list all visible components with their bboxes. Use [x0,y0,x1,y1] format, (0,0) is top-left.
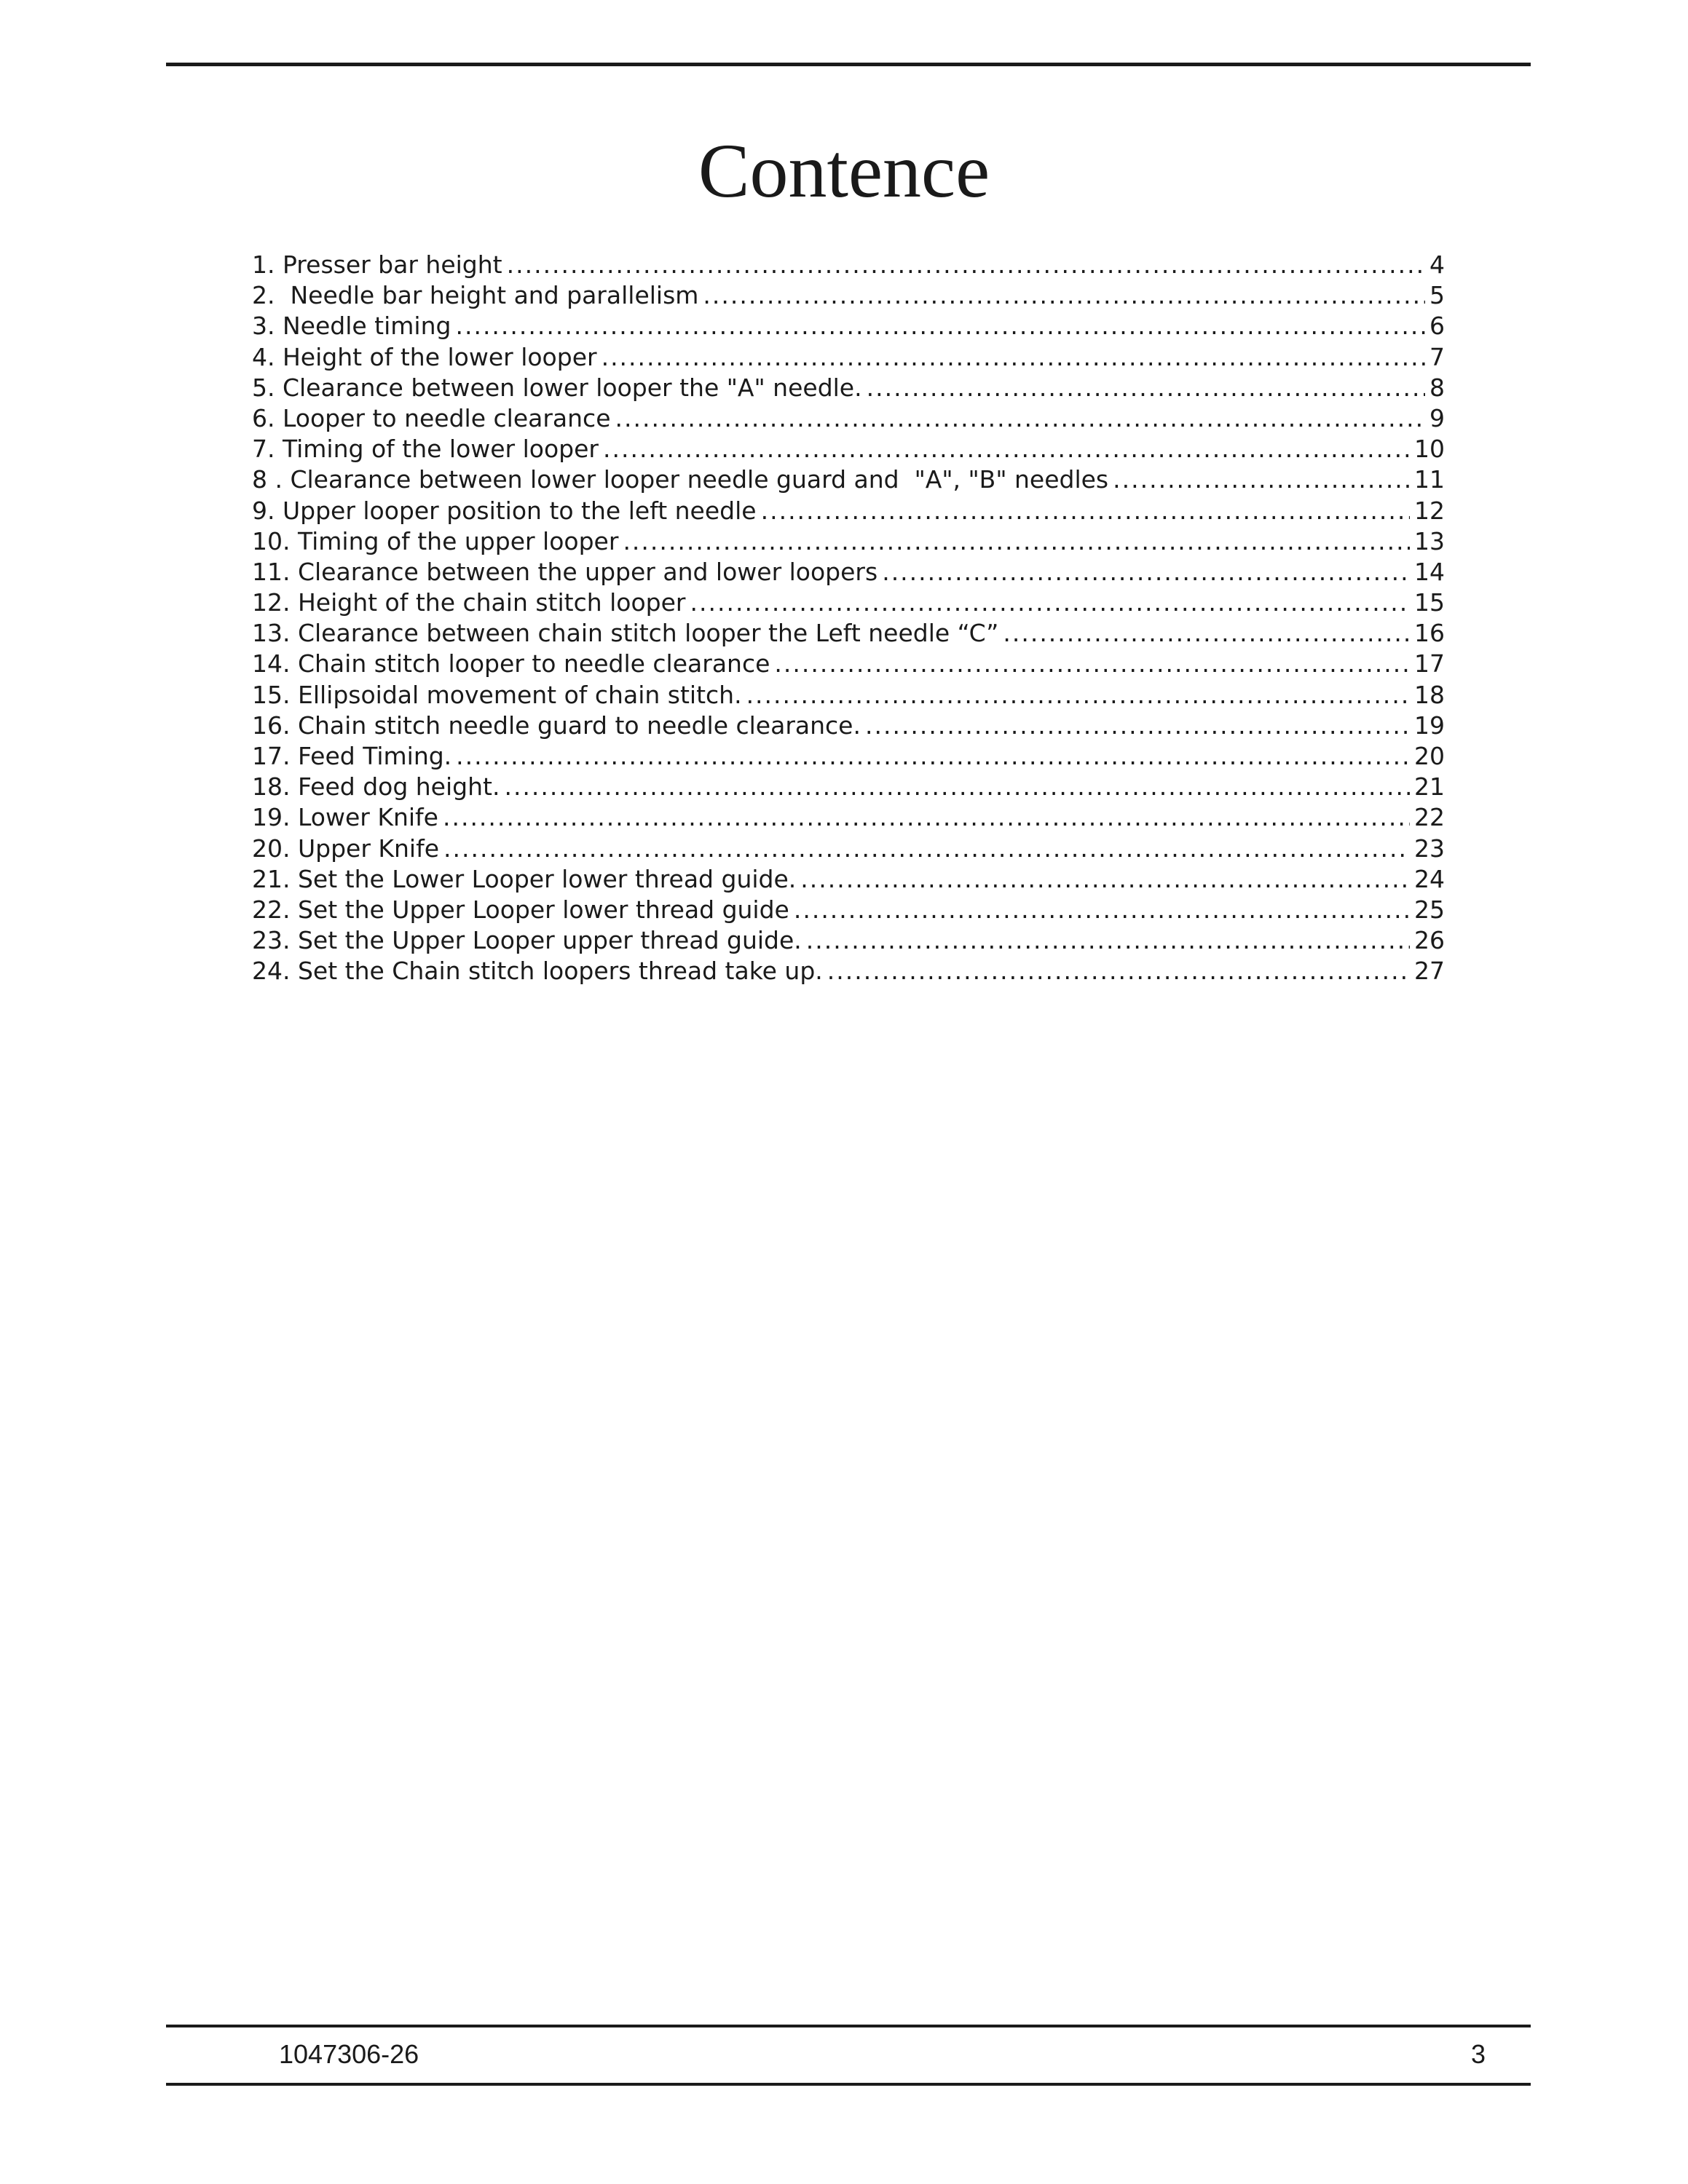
toc-entry-title: 3. Needle timing [252,312,451,341]
toc-entry[interactable] [252,526,1445,557]
toc-entry-title: 4. Height of the lower looper [252,342,597,371]
toc-entry-title: 17. Feed Timing. [252,742,452,770]
toc-entry-page: 27 [1414,957,1445,986]
toc-entry-title: 7. Timing of the lower looper [252,435,599,464]
toc-entry-title: 16. Chain stitch needle guard to needle clearance. [252,711,861,740]
toc-entry-page: 15 [1414,588,1445,617]
toc-dot-leader [806,925,1410,956]
toc-entry[interactable] [252,280,1445,311]
toc-entry-title: 12. Height of the chain stitch looper [252,588,686,617]
toc-entry-page: 25 [1414,895,1445,924]
toc-entry[interactable] [252,925,1445,956]
toc-entry-page: 6 [1429,312,1445,341]
toc-entry-title: 9. Upper looper position to the left needle [252,496,757,525]
toc-entry[interactable] [252,680,1445,711]
toc-dot-leader [1113,464,1410,495]
toc-entry-page: 11 [1414,465,1445,494]
toc-entry-title: 8 . Clearance between lower looper needle guard and "A", "B" needles [252,465,1109,494]
toc-entry-title: 18. Feed dog height. [252,772,500,802]
toc-entry[interactable] [252,649,1445,679]
toc-entry[interactable] [252,464,1445,495]
toc-dot-leader [703,280,1425,311]
toc-entry[interactable] [252,895,1445,925]
toc-entry-page: 26 [1414,926,1445,955]
toc-entry[interactable] [252,741,1445,772]
toc-entry[interactable] [252,403,1445,434]
toc-entry[interactable] [252,956,1445,986]
toc-entry[interactable] [252,434,1445,464]
toc-entry-page: 20 [1414,742,1445,770]
toc-entry[interactable] [252,311,1445,341]
toc-entry-page: 17 [1414,649,1445,678]
toc-entry-title: 10. Timing of the upper looper [252,526,619,555]
toc-dot-leader [761,496,1410,526]
toc-entry-page: 5 [1429,281,1445,310]
toc-entry-title: 6. Looper to needle clearance [252,403,611,432]
page-title: Contence [698,128,990,213]
toc-entry-page: 23 [1414,834,1445,863]
toc-dot-leader [603,434,1410,464]
toc-entry-title: 2. Needle bar height and parallelism [252,281,699,310]
toc-entry-page: 16 [1414,619,1445,648]
toc-entry-title: 22. Set the Upper Looper lower thread guide [252,895,789,924]
toc-dot-leader [456,741,1410,772]
toc-dot-leader [615,403,1425,434]
toc-entry[interactable] [252,864,1445,895]
page-number: 3 [1470,2039,1486,2069]
toc-entry-title: 20. Upper Knife [252,834,440,863]
toc-entry-page: 4 [1429,250,1445,279]
toc-entry[interactable] [252,373,1445,403]
table-of-contents [252,250,1445,987]
toc-entry-title: 23. Set the Upper Looper upper thread guide. [252,926,802,955]
toc-entry-page: 7 [1429,342,1445,371]
footer-rule-top [166,2025,1531,2027]
toc-dot-leader [690,587,1411,618]
toc-dot-leader [746,680,1410,711]
toc-entry-title: 13. Clearance between chain stitch looper the Left needle “C” [252,619,999,648]
toc-dot-leader [623,526,1410,557]
toc-dot-leader [602,342,1425,373]
toc-entry[interactable] [252,342,1445,373]
toc-dot-leader [865,711,1410,741]
toc-entry-page: 10 [1414,435,1445,464]
toc-entry-page: 19 [1414,711,1445,740]
toc-dot-leader [867,373,1425,403]
header-rule [166,63,1531,66]
toc-entry[interactable] [252,250,1445,280]
toc-dot-leader [800,864,1410,895]
toc-entry-page: 8 [1429,373,1445,402]
toc-entry[interactable] [252,557,1445,587]
toc-dot-leader [774,649,1410,679]
toc-entry-title: 15. Ellipsoidal movement of chain stitch. [252,680,742,709]
toc-dot-leader [443,834,1410,864]
toc-entry-page: 14 [1414,557,1445,586]
toc-dot-leader [504,772,1410,802]
toc-entry-title: 19. Lower Knife [252,803,438,832]
toc-entry-title: 24. Set the Chain stitch loopers thread take up. [252,957,823,986]
toc-dot-leader [882,557,1410,587]
toc-entry-title: 21. Set the Lower Looper lower thread guide. [252,864,797,893]
toc-entry-title: 1. Presser bar height [252,250,502,279]
toc-dot-leader [794,895,1410,925]
toc-entry-title: 11. Clearance between the upper and lower loopers [252,557,878,586]
toc-entry-page: 12 [1414,496,1445,525]
footer-rule-bottom [166,2083,1531,2086]
toc-entry-page: 18 [1414,680,1445,709]
toc-entry[interactable] [252,834,1445,864]
toc-dot-leader [1003,618,1410,649]
toc-entry[interactable] [252,802,1445,833]
toc-dot-leader [827,956,1410,986]
toc-entry[interactable] [252,496,1445,526]
document-number: 1047306-26 [279,2039,419,2069]
toc-entry-title: 5. Clearance between lower looper the "A" needle. [252,373,862,402]
toc-entry[interactable] [252,772,1445,802]
toc-entry[interactable] [252,587,1445,618]
toc-dot-leader [507,250,1425,280]
toc-entry-page: 24 [1414,864,1445,893]
toc-entry[interactable] [252,711,1445,741]
toc-dot-leader [455,311,1425,341]
toc-entry-page: 22 [1414,803,1445,832]
toc-entry-title: 14. Chain stitch looper to needle clearance [252,649,770,678]
toc-entry-page: 9 [1429,403,1445,432]
toc-dot-leader [443,802,1410,833]
toc-entry[interactable] [252,618,1445,649]
toc-entry-page: 13 [1414,526,1445,555]
toc-entry-page: 21 [1414,772,1445,802]
